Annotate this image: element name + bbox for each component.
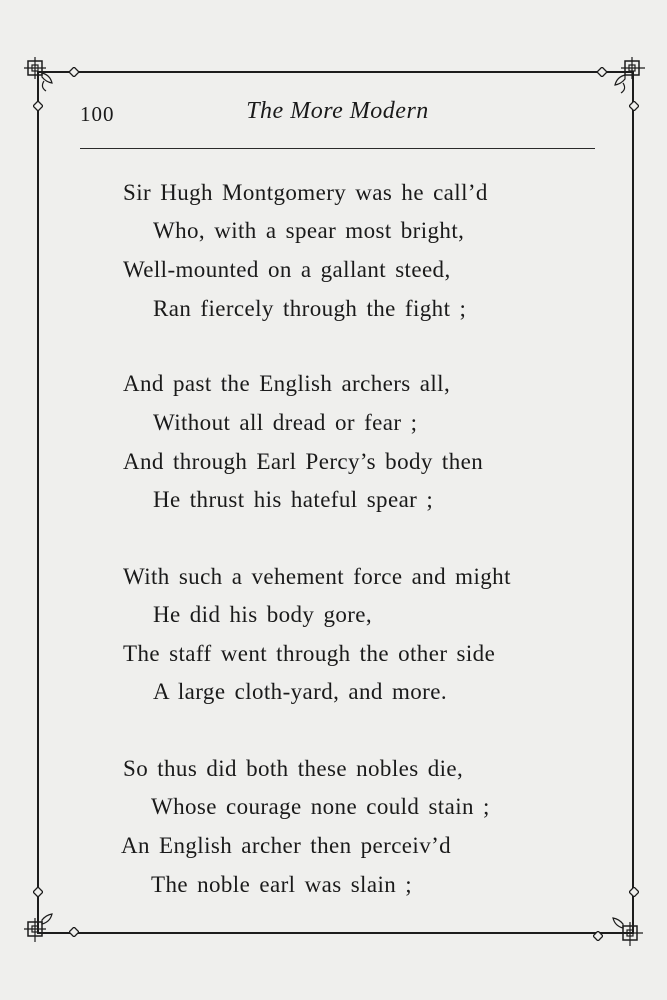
diamond-ornament-icon (33, 887, 43, 897)
poem-line: The staff went through the other side (123, 641, 496, 666)
poem-line: And past the English archers all, (123, 371, 451, 396)
poem-line: So thus did both these nobles die, (123, 756, 464, 781)
poem-line: He thrust his hateful spear ; (153, 487, 434, 512)
poem-line: Who, with a spear most bright, (153, 218, 465, 243)
diamond-ornament-icon (597, 67, 607, 77)
poem-line: And through Earl Percy’s body then (123, 449, 484, 474)
running-title: The More Modern (246, 98, 429, 124)
diamond-ornament-icon (33, 101, 43, 111)
diamond-ornament-icon (69, 927, 79, 937)
corner-ornament-icon (22, 904, 62, 944)
corner-ornament-icon (22, 55, 62, 95)
corner-ornament-icon (607, 55, 647, 95)
running-header (80, 98, 595, 134)
poem-line: Well-mounted on a gallant steed, (123, 257, 451, 282)
poem-line: Without all dread or fear ; (153, 410, 418, 435)
poem-line: Whose courage none could stain ; (151, 794, 490, 819)
poem-line: Ran fiercely through the fight ; (153, 296, 467, 321)
poem-line: He did his body gore, (153, 602, 373, 627)
header-rule (80, 148, 595, 149)
poem-line: An English archer then perceiv’d (121, 833, 452, 858)
corner-ornament-icon (607, 912, 647, 952)
diamond-ornament-icon (629, 101, 639, 111)
poem-line: A large cloth-yard, and more. (153, 679, 447, 704)
poem-line: With such a vehement force and might (123, 564, 511, 589)
poem-line: The noble earl was slain ; (151, 872, 413, 897)
page-number: 100 (80, 102, 115, 126)
diamond-ornament-icon (593, 931, 603, 941)
diamond-ornament-icon (69, 67, 79, 77)
diamond-ornament-icon (629, 887, 639, 897)
poem-line: Sir Hugh Montgomery was he call’d (123, 180, 488, 205)
